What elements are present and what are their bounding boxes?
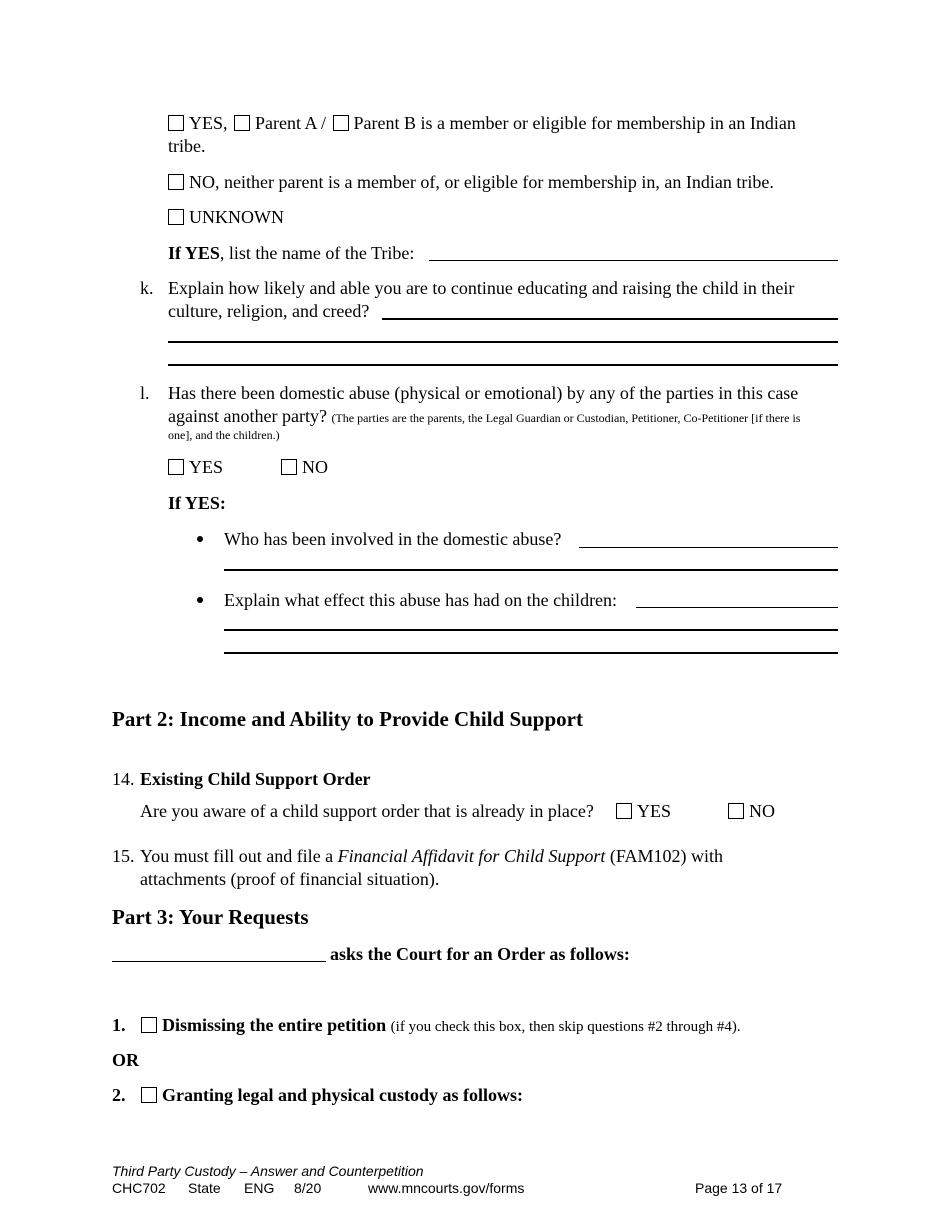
or-label: OR [112,1050,139,1070]
part3-heading: Part 3: Your Requests [112,905,309,929]
if-yes-rest: , list the name of the Tribe: [219,243,415,263]
request-1-label: Dismissing the entire petition [162,1015,387,1035]
q14-no-checkbox[interactable] [728,803,744,819]
abuse-who-field[interactable] [579,547,838,548]
footer-title: Third Party Custody – Answer and Counterpetition [112,1163,424,1179]
question-l-line1: Has there been domestic abuse (physical or emotional) by any of the parties in this case [168,383,799,403]
request-1-row [141,1014,741,1038]
q15-pre: You must fill out and file a [140,846,338,866]
request-2-checkbox[interactable] [141,1087,157,1103]
request-1-number: 1. [112,1015,126,1035]
footer-state: State [188,1180,221,1196]
question-k-answer-line-1[interactable] [382,318,838,320]
tribe-yes-row [168,112,796,134]
parent-a-label: Parent A / [255,113,327,133]
abuse-no-label: NO [302,457,328,477]
tribe-no-label: NO, neither parent is a member of, or eligible for membership in, an Indian tribe. [189,172,774,192]
abuse-who-label: Who has been involved in the domestic abuse? [224,529,562,549]
question-k-answer-line-3[interactable] [168,364,838,366]
q15-line1 [140,845,723,867]
request-2-number: 2. [112,1085,126,1105]
q15-number: 15. [112,846,135,866]
tribe-yes-continuation: tribe. [168,136,206,156]
request-1-checkbox[interactable] [141,1017,157,1033]
abuse-effect-line-3[interactable] [224,652,838,654]
tribe-yes-checkbox[interactable] [168,115,184,131]
abuse-yes-row [168,456,223,478]
q14-yes-row [616,800,671,822]
tribe-unknown-checkbox[interactable] [168,209,184,225]
parent-b-checkbox[interactable] [333,115,349,131]
abuse-no-checkbox[interactable] [281,459,297,475]
abuse-effect-field[interactable] [636,607,838,608]
abuse-effect-line-2[interactable] [224,629,838,631]
q15-post: (FAM102) with [605,846,724,866]
footer-lang: ENG [244,1180,275,1196]
bullet-1 [197,536,203,542]
part2-heading: Part 2: Income and Ability to Provide Child Support [112,707,583,731]
q14-no-label: NO [749,801,775,821]
abuse-effect-label: Explain what effect this abuse has had on the children: [224,590,618,610]
q14-yes-label: YES [637,801,672,821]
q14-no-row [728,800,775,822]
tribe-name-field[interactable] [429,260,838,261]
tribe-yes-label: YES, [189,113,228,133]
request-2-label: Granting legal and physical custody as follows: [162,1085,524,1105]
question-l-note: (The parties are the parents, the Legal Guardian or Custodian, Petitioner, Co-Petitioner [if there is [331,411,801,425]
tribe-no-row [168,171,774,193]
request-2-row [141,1084,523,1106]
q14-yes-checkbox[interactable] [616,803,632,819]
question-l-line2-main: against another party? [168,406,327,426]
question-l-letter: l. [140,383,150,403]
q15-form-title: Financial Affidavit for Child Support [337,846,606,866]
footer-url: www.mncourts.gov/forms [368,1180,525,1196]
requester-name-field[interactable] [112,961,326,962]
question-l-line2 [168,405,800,429]
if-yes-bold: If YES [168,243,220,263]
abuse-yes-checkbox[interactable] [168,459,184,475]
footer-date: 8/20 [294,1180,322,1196]
abuse-yes-label: YES [189,457,224,477]
question-k-letter: k. [140,278,154,298]
bullet-2 [197,597,203,603]
tribe-name-label [168,242,414,264]
tribe-unknown-label: UNKNOWN [189,207,284,227]
q14-title: Existing Child Support Order [140,769,371,789]
tribe-unknown-row [168,206,284,228]
abuse-no-row [281,456,328,478]
question-k-answer-line-2[interactable] [168,341,838,343]
footer-form-code: CHC702 [112,1180,166,1196]
parent-b-label: Parent B is a member or eligible for membership in an Indian [353,113,796,133]
q15-line2: attachments (proof of financial situation). [140,869,440,889]
abuse-if-yes-label: If YES: [168,493,226,513]
tribe-no-checkbox[interactable] [168,174,184,190]
request-1-note: (if you check this box, then skip questions #2 through #4). [390,1019,741,1035]
question-l-note-line3: one], and the children.) [168,428,280,442]
asks-court-label: asks the Court for an Order as follows: [330,944,630,964]
q14-question: Are you aware of a child support order that is already in place? [140,801,594,821]
abuse-who-line-2[interactable] [224,569,838,571]
q14-number: 14. [112,769,135,789]
question-k-line1: Explain how likely and able you are to continue educating and raising the child in their [168,278,795,298]
parent-a-checkbox[interactable] [234,115,250,131]
footer-page-number: Page 13 of 17 [695,1180,783,1196]
question-k-line2: culture, religion, and creed? [168,301,370,321]
